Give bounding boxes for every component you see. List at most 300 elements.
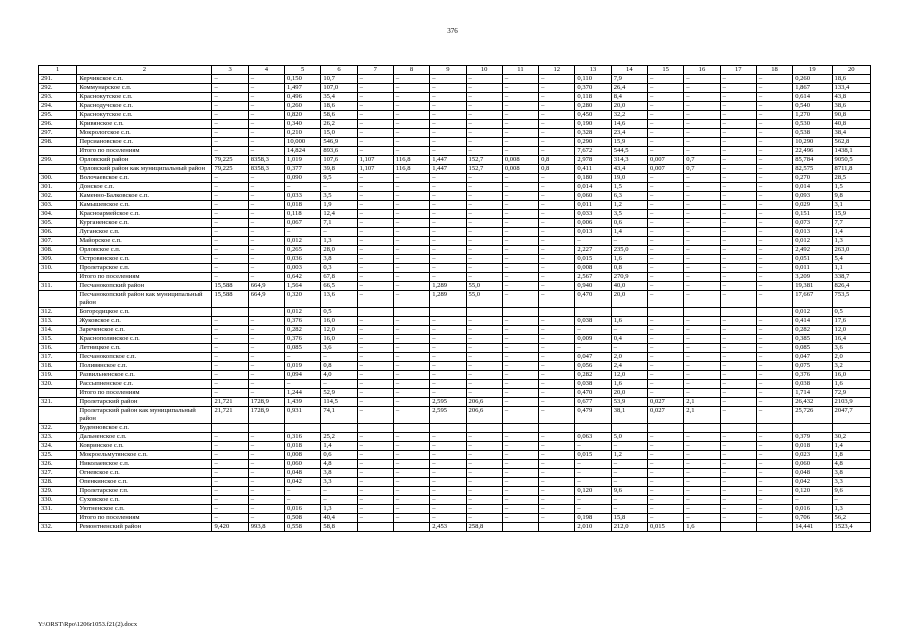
value-cell: 0,075 [793,362,832,371]
value-cell: 0,094 [285,371,321,380]
value-cell: – [393,398,429,407]
value-cell: – [756,75,792,84]
value-cell: 0,316 [285,433,321,442]
value-cell [430,308,466,317]
table-row [39,344,871,353]
value-cell: – [430,102,466,111]
value-cell: 993,8 [248,523,284,532]
row-number-cell: 297. [39,129,77,138]
value-cell: – [212,228,248,237]
value-cell: 38,6 [832,102,870,111]
value-cell: – [611,237,647,246]
value-cell: – [393,228,429,237]
value-cell: 152,7 [466,165,502,174]
row-number-cell: 291. [39,75,77,84]
value-cell: 0,6 [611,219,647,228]
value-cell: – [430,129,466,138]
value-cell: – [393,273,429,282]
value-cell: – [466,147,502,156]
value-cell: 0,265 [285,246,321,255]
value-cell: – [466,326,502,335]
value-cell: – [502,210,538,219]
value-cell: – [357,451,393,460]
row-number-cell: 312. [39,308,77,317]
value-cell [648,424,684,433]
value-cell: – [357,460,393,469]
value-cell: 17,6 [832,317,870,326]
value-cell: 0,376 [285,335,321,344]
row-number-cell: 305. [39,219,77,228]
value-cell: – [720,407,756,424]
value-cell: – [357,433,393,442]
value-cell: – [430,380,466,389]
value-cell: 0,340 [285,120,321,129]
value-cell: – [539,496,575,505]
value-cell: – [357,192,393,201]
value-cell: – [648,174,684,183]
value-cell: – [248,138,284,147]
territory-name-cell: Краснокутское с.п. [77,93,212,102]
row-number-cell: 293. [39,93,77,102]
value-cell: – [248,174,284,183]
row-number-cell: 309. [39,255,77,264]
value-cell: – [684,478,720,487]
value-cell: – [212,174,248,183]
column-number-header: 7 [357,66,393,75]
value-cell: – [357,255,393,264]
value-cell: 0,198 [575,514,611,523]
value-cell: 10,7 [321,75,357,84]
value-cell: 9,6 [611,487,647,496]
value-cell: 235,0 [611,246,647,255]
row-number-cell [39,389,77,398]
value-cell: – [248,317,284,326]
value-cell: – [502,514,538,523]
value-cell: 0,5 [832,308,870,317]
value-cell: 1,6 [611,255,647,264]
value-cell: 0,012 [285,308,321,317]
value-cell: 0,060 [793,460,832,469]
column-number-header: 8 [393,66,429,75]
value-cell: – [756,147,792,156]
value-cell: – [648,192,684,201]
value-cell: 3,209 [793,273,832,282]
value-cell: – [248,433,284,442]
value-cell: – [502,93,538,102]
value-cell: 258,8 [466,523,502,532]
value-cell: – [466,478,502,487]
value-cell: – [393,93,429,102]
value-cell: – [466,371,502,380]
value-cell: – [430,371,466,380]
value-cell: – [684,335,720,344]
value-cell: 270,9 [611,273,647,282]
value-cell: – [212,514,248,523]
value-cell: – [466,514,502,523]
value-cell: – [648,335,684,344]
row-number-cell: 326. [39,460,77,469]
value-cell: – [357,174,393,183]
value-cell: 0,677 [575,398,611,407]
value-cell: – [720,138,756,147]
value-cell: 116,8 [393,156,429,165]
column-number-header: 1 [39,66,77,75]
value-cell: 16,0 [321,317,357,326]
value-cell: 0,038 [575,380,611,389]
territory-name-cell: Краснодучское с.п. [77,102,212,111]
value-cell: – [212,93,248,102]
value-cell: – [393,407,429,424]
value-cell: 1,3 [832,237,870,246]
value-cell [684,424,720,433]
value-cell: – [720,335,756,344]
value-cell: 0,085 [285,344,321,353]
value-cell: 53,9 [611,398,647,407]
value-cell: – [720,371,756,380]
value-cell: 753,5 [832,291,870,308]
value-cell: – [539,183,575,192]
value-cell: 0,8 [321,362,357,371]
table-row [39,201,871,210]
value-cell: – [285,353,321,362]
value-cell: 0,008 [502,165,538,174]
value-cell: – [502,237,538,246]
value-cell: – [684,282,720,291]
value-cell: – [648,120,684,129]
value-cell: 3,3 [321,478,357,487]
value-cell: – [466,496,502,505]
value-cell: 0,023 [793,451,832,460]
value-cell: – [502,496,538,505]
value-cell: – [539,201,575,210]
territory-name-cell: Красноармейское с.п. [77,210,212,219]
value-cell: – [756,156,792,165]
value-cell: – [393,380,429,389]
table-row [39,523,871,532]
value-cell: – [357,273,393,282]
row-number-cell: 318. [39,362,77,371]
value-cell: – [832,496,870,505]
value-cell: – [357,102,393,111]
value-cell: – [393,344,429,353]
value-cell: – [648,469,684,478]
value-cell: 0,013 [793,228,832,237]
value-cell: 1728,9 [248,398,284,407]
value-cell: – [466,129,502,138]
value-cell: – [720,389,756,398]
value-cell: – [575,237,611,246]
value-cell: – [720,505,756,514]
value-cell: 3,5 [611,210,647,219]
value-cell: 0,073 [793,219,832,228]
value-cell: – [430,433,466,442]
row-number-cell [39,407,77,424]
value-cell: – [393,75,429,84]
value-cell [575,308,611,317]
value-cell: – [357,246,393,255]
table-row [39,496,871,505]
value-cell: – [321,353,357,362]
value-cell: 1,6 [611,380,647,389]
value-cell: 562,8 [832,138,870,147]
table-row [39,264,871,273]
value-cell: – [539,237,575,246]
value-cell: 4,0 [321,371,357,380]
value-cell: 893,6 [321,147,357,156]
value-cell: 26,432 [793,398,832,407]
value-cell: – [212,442,248,451]
table-row [39,505,871,514]
value-cell: 15,0 [321,129,357,138]
value-cell: 114,5 [321,398,357,407]
value-cell: – [212,460,248,469]
value-cell: 1,447 [430,165,466,174]
value-cell: – [756,246,792,255]
value-cell [502,523,538,532]
value-cell: – [720,102,756,111]
value-cell: 0,060 [285,460,321,469]
row-number-cell: 295. [39,111,77,120]
value-cell [502,308,538,317]
value-cell: 0,450 [575,111,611,120]
value-cell [720,424,756,433]
value-cell: 0,282 [793,326,832,335]
value-cell: – [684,183,720,192]
territory-name-cell: Николаевское с.п. [77,460,212,469]
table-row [39,84,871,93]
value-cell: – [539,460,575,469]
value-cell: 79,225 [212,165,248,174]
value-cell: 8358,3 [248,165,284,174]
value-cell: 1,3 [321,505,357,514]
value-cell: 6,3 [611,192,647,201]
value-cell: – [212,246,248,255]
value-cell: – [648,371,684,380]
value-cell: 0,190 [575,120,611,129]
value-cell: – [393,201,429,210]
value-cell: – [720,514,756,523]
value-cell: – [756,228,792,237]
value-cell: – [393,129,429,138]
territory-name-cell: Итого по поселениям [77,514,212,523]
value-cell: – [430,335,466,344]
column-number-header: 12 [539,66,575,75]
value-cell: – [393,291,429,308]
value-cell: – [720,201,756,210]
value-cell: – [648,102,684,111]
value-cell: – [502,487,538,496]
value-cell: 14,6 [611,120,647,129]
value-cell: – [648,84,684,93]
value-cell: 0,385 [793,335,832,344]
value-cell: – [539,93,575,102]
territory-name-cell: Песчанокопское с.п. [77,353,212,362]
value-cell: – [248,84,284,93]
value-cell: – [539,129,575,138]
table-row [39,469,871,478]
value-cell: – [756,335,792,344]
value-cell: 12,0 [832,326,870,335]
value-cell: – [539,219,575,228]
value-cell: 0,7 [684,165,720,174]
value-cell: 0,558 [285,523,321,532]
value-cell: – [248,237,284,246]
territory-name-cell: Мокроельмутянское с.п. [77,451,212,460]
row-number-cell: 306. [39,228,77,237]
value-cell: – [502,469,538,478]
value-cell [357,523,393,532]
value-cell: 0,048 [793,469,832,478]
row-number-cell: 292. [39,84,77,93]
value-cell: – [539,362,575,371]
row-number-cell: 328. [39,478,77,487]
value-cell: – [248,246,284,255]
value-cell: – [539,353,575,362]
value-cell: 1,3 [832,505,870,514]
value-cell: – [611,344,647,353]
value-cell: – [466,237,502,246]
value-cell: – [720,469,756,478]
value-cell: 79,225 [212,156,248,165]
value-cell: – [430,505,466,514]
value-cell: – [212,84,248,93]
value-cell: – [648,478,684,487]
value-cell: – [502,246,538,255]
value-cell: – [539,210,575,219]
value-cell: – [466,362,502,371]
value-cell: 1,5 [832,183,870,192]
value-cell: – [430,120,466,129]
value-cell: – [357,210,393,219]
column-number-header: 6 [321,66,357,75]
value-cell: – [393,111,429,120]
value-cell: 544,5 [611,147,647,156]
value-cell: – [684,362,720,371]
column-number-header: 3 [212,66,248,75]
table-row [39,353,871,362]
value-cell: – [248,514,284,523]
value-cell: – [539,192,575,201]
value-cell: – [248,505,284,514]
territory-name-cell: Зареченское с.п. [77,326,212,335]
value-cell: – [248,371,284,380]
table-row [39,380,871,389]
value-cell: – [466,84,502,93]
value-cell: 5,0 [611,433,647,442]
value-cell: 85,784 [793,156,832,165]
value-cell: – [248,219,284,228]
value-cell: – [430,514,466,523]
value-cell: – [357,380,393,389]
value-cell: – [357,129,393,138]
value-cell: 0,015 [575,255,611,264]
value-cell: 0,009 [575,335,611,344]
value-cell: 0,007 [648,165,684,174]
value-cell: – [720,93,756,102]
value-cell: 0,042 [793,478,832,487]
value-cell: 3,6 [832,344,870,353]
value-cell: 8358,3 [248,156,284,165]
value-cell [321,424,357,433]
value-cell: – [502,147,538,156]
value-cell: – [756,505,792,514]
value-cell: – [357,228,393,237]
value-cell: 107,6 [321,156,357,165]
value-cell: – [720,291,756,308]
value-cell: – [720,246,756,255]
value-cell: 2,0 [611,353,647,362]
value-cell: – [466,344,502,353]
value-cell: – [466,192,502,201]
row-number-cell: 311. [39,282,77,291]
row-number-cell: 301. [39,183,77,192]
value-cell: – [502,282,538,291]
value-cell: – [285,496,321,505]
value-cell: 0,027 [648,398,684,407]
value-cell: 1,1 [832,264,870,273]
value-cell: 0,820 [285,111,321,120]
value-cell: – [539,228,575,237]
value-cell: – [756,111,792,120]
value-cell: – [648,326,684,335]
table-row [39,433,871,442]
value-cell: – [430,326,466,335]
value-cell: 1,4 [321,442,357,451]
value-cell: – [430,264,466,273]
value-cell: – [466,469,502,478]
value-cell: 0,118 [285,210,321,219]
territory-name-cell: Луганское с.п. [77,228,212,237]
column-number-header: 4 [248,66,284,75]
value-cell: – [393,389,429,398]
value-cell [248,424,284,433]
value-cell [502,424,538,433]
territory-name-cell: Дальненское с.п. [77,433,212,442]
value-cell: – [248,469,284,478]
value-cell: – [357,75,393,84]
value-cell: – [357,138,393,147]
value-cell: 2,595 [430,398,466,407]
territory-name-cell: Краснополянское с.п. [77,335,212,344]
value-cell: – [502,183,538,192]
value-cell: – [212,192,248,201]
value-cell: – [684,93,720,102]
value-cell: 1,270 [793,111,832,120]
row-number-cell [39,273,77,282]
value-cell: 116,8 [393,165,429,174]
value-cell: – [539,246,575,255]
value-cell: – [648,210,684,219]
value-cell: – [720,442,756,451]
value-cell: 4,8 [832,460,870,469]
value-cell: – [539,102,575,111]
value-cell: – [756,120,792,129]
territory-name-cell: Донское с.п. [77,183,212,192]
territory-name-cell: Ремонтненский район [77,523,212,532]
value-cell: – [466,102,502,111]
value-cell [720,523,756,532]
value-cell: 1,497 [285,84,321,93]
row-number-cell: 302. [39,192,77,201]
value-cell: – [466,210,502,219]
value-cell: – [393,505,429,514]
value-cell: 0,014 [793,183,832,192]
value-cell: 1,2 [611,451,647,460]
column-number-header: 14 [611,66,647,75]
value-cell: – [539,398,575,407]
value-cell: 0,036 [285,255,321,264]
value-cell: – [430,147,466,156]
